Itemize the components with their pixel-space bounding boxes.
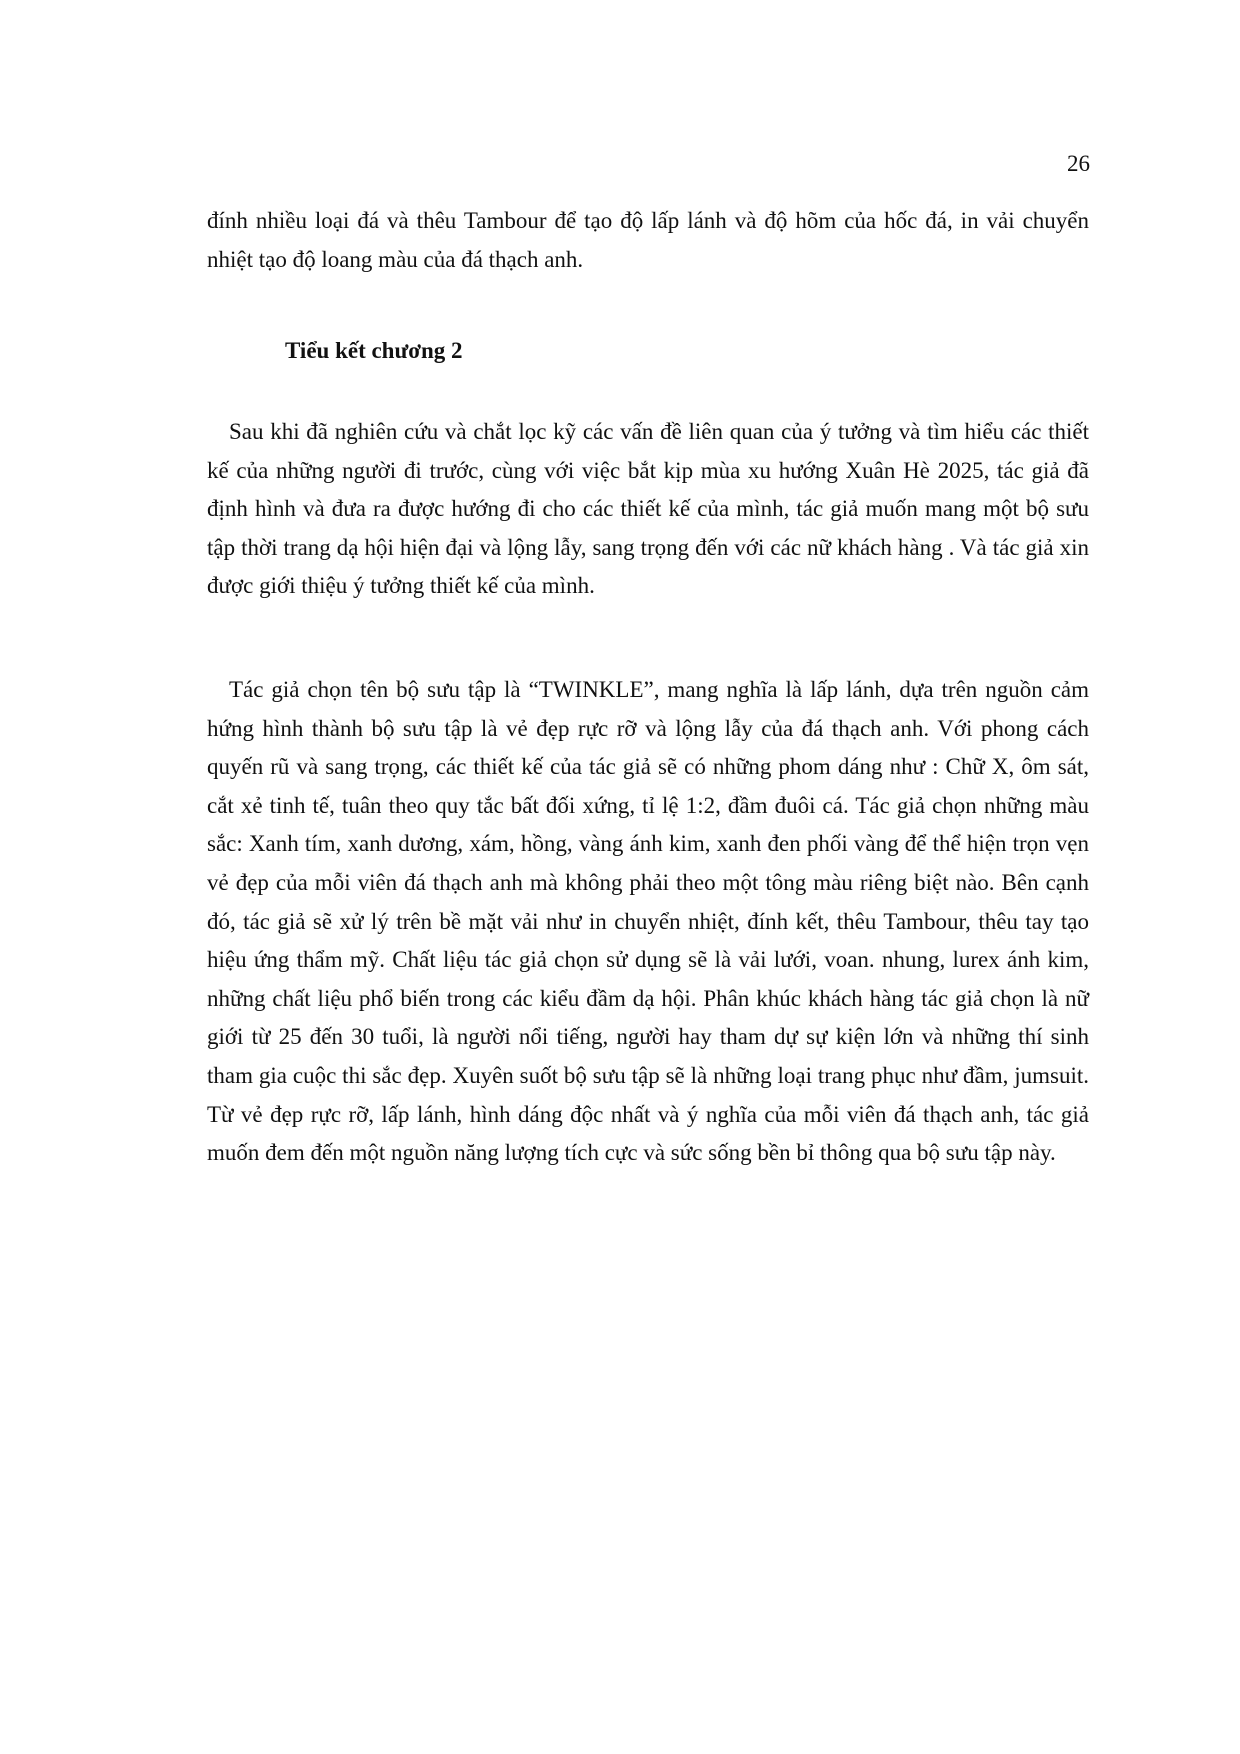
section-heading: Tiểu kết chương 2 [285, 338, 463, 363]
paragraph-summary: Sau khi đã nghiên cứu và chắt lọc kỹ các vấn đề liên quan của ý tưởng và tìm hiểu các thiết kế của những người đi trước, cùng với việc bắt kịp mùa xu hướng Xuân Hè 2025, tác giả đã định hình và đưa ra được hướng đi cho các thiết kế của mình, tác giả muốn mang một bộ sưu tập thời trang dạ hội hiện đại và lộng lẫy, sang trọng đến với các nữ khách hàng . Và tác giả xin được giới thiệu ý tưởng thiết kế của mình. [207, 419, 1089, 599]
continued-paragraph: đính nhiều loại đá và thêu Tambour để tạo độ lấp lánh và độ hõm của hốc đá, in vải chuyển nhiệt tạo độ loang màu của đá thạch anh. [207, 208, 1089, 272]
page-number: 26 [1067, 151, 1090, 176]
paragraph-collection-description: Tác giả chọn tên bộ sưu tập là “TWINKLE”, mang nghĩa là lấp lánh, dựa trên nguồn cảm hứng hình thành bộ sưu tập là vẻ đẹp rực rỡ và lộng lẫy của đá thạch anh. Với phong cách quyến rũ và sang trọng, các thiết kế của tác giả sẽ có những phom dáng như : Chữ X, ôm sát, cắt xẻ tinh tế, tuân theo quy tắc bất đối xứng, tỉ lệ 1:2, đầm đuôi cá. Tác giả chọn những màu sắc: Xanh tím, xanh dương, xám, hồng, vàng ánh kim, xanh đen phối vàng để thể hiện trọn vẹn vẻ đẹp của mỗi viên đá thạch anh mà không phải theo một tông màu riêng biệt nào. Bên cạnh đó, tác giả sẽ xử lý trên bề mặt vải như in chuyển nhiệt, đính kết, thêu Tambour, thêu tay tạo hiệu ứng thẩm mỹ. Chất liệu tác giả chọn sử dụng sẽ là vải lưới, voan. nhung, lurex ánh kim, những chất liệu phổ biến trong các kiểu đầm dạ hội. Phân khúc khách hàng tác giả chọn là nữ giới từ 25 đến 30 tuổi, là người nổi tiếng, người hay tham dự sự kiện lớn và những thí sinh tham gia cuộc thi sắc đẹp. Xuyên suốt bộ sưu tập sẽ là những loại trang phục như đầm, jumsuit. Từ vẻ đẹp rực rỡ, lấp lánh, hình dáng độc nhất và ý nghĩa của mỗi viên đá thạch anh, tác giả muốn đem đến một nguồn năng lượng tích cực và sức sống bền bỉ thông qua bộ sưu tập này. [207, 677, 1089, 1166]
